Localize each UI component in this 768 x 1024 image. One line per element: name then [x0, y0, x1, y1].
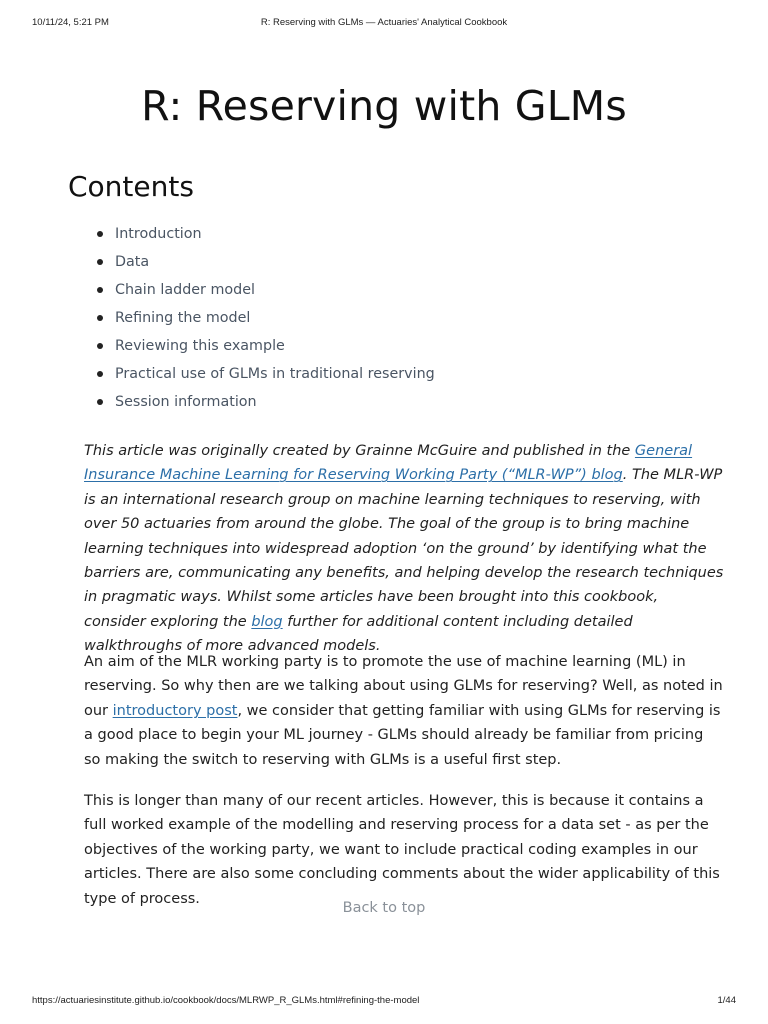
- toc-item-chain-ladder: [97, 276, 435, 304]
- toc-link-session-info[interactable]: Session information: [115, 394, 257, 410]
- contents-heading: Contents: [68, 170, 194, 203]
- toc-link-refining-model[interactable]: Refining the model: [115, 310, 251, 326]
- print-url: https://actuariesinstitute.github.io/cookbook/docs/MLRWP_R_GLMs.html#refining-the-model: [32, 995, 420, 1006]
- longer-paragraph: This is longer than many of our recent articles. However, this is because it contains a full worked example of the modelling and reserving process for a data set - as per the objectives of the working party, we want to include practical coding examples in our articles. There are also some concluding comments about the wider applicability of this type of process.: [84, 793, 720, 907]
- intro-paragraph: [84, 439, 724, 659]
- toc-item-data: [97, 248, 435, 276]
- intro-text-2: . The MLR-WP is an international research group on machine learning techniques to reserving, with over 50 actuaries from around the globe. The goal of the group is to bring machine learning techniques into widespread adoption ‘on the ground’ by identifying what the barriers are, communicating any benefits, and helping develop the research techniques in pragmatic ways. Whilst some articles have been brought into this cookbook, consider exploring the: [84, 467, 724, 630]
- toc-item-session-info: [97, 388, 435, 416]
- print-datetime: 10/11/24, 5:21 PM: [32, 17, 109, 28]
- back-to-top-link[interactable]: Back to top: [342, 900, 426, 916]
- toc-item-introduction: [97, 220, 435, 248]
- mlr-wp-blog-link[interactable]: General Insurance Machine Learning for Reserving Working Party (“MLR-WP”) blog: [84, 443, 693, 484]
- toc-link-reviewing-example[interactable]: Reviewing this example: [115, 338, 285, 354]
- intro-text-1: This article was originally created by Grainne McGuire and published in the: [84, 443, 635, 459]
- toc-item-reviewing-example: [97, 332, 435, 360]
- print-page-number: 1/44: [717, 995, 736, 1006]
- blog-link[interactable]: blog: [251, 613, 283, 630]
- introductory-post-link[interactable]: introductory post: [112, 702, 238, 719]
- toc-item-practical-use: [97, 360, 435, 388]
- toc-link-chain-ladder[interactable]: Chain ladder model: [115, 282, 256, 298]
- toc-link-practical-use[interactable]: Practical use of GLMs in traditional reserving: [115, 366, 435, 382]
- aim-text-1: An aim of the MLR working party is to promote the use of machine learning (ML) in reserving. So why then are we talking about using GLMs for reserving? Well, as noted in our: [84, 654, 723, 719]
- intro-text-3: further for additional content including detailed walkthroughs of more advanced models.: [84, 613, 633, 655]
- toc-link-data[interactable]: Data: [115, 254, 150, 270]
- print-doc-title: R: Reserving with GLMs — Actuaries' Analytical Cookbook: [260, 17, 508, 28]
- toc-item-refining-model: [97, 304, 435, 332]
- aim-paragraph: [84, 650, 724, 772]
- table-of-contents: [97, 220, 435, 416]
- toc-link-introduction[interactable]: Introduction: [115, 226, 202, 242]
- aim-text-2: , we consider that getting familiar with using GLMs for reserving is a good place to begin your ML journey - GLMs should already be familiar from pricing so making the switch to reserving with GLMs is a useful first step.: [84, 702, 721, 768]
- page-title: R: Reserving with GLMs: [141, 82, 627, 130]
